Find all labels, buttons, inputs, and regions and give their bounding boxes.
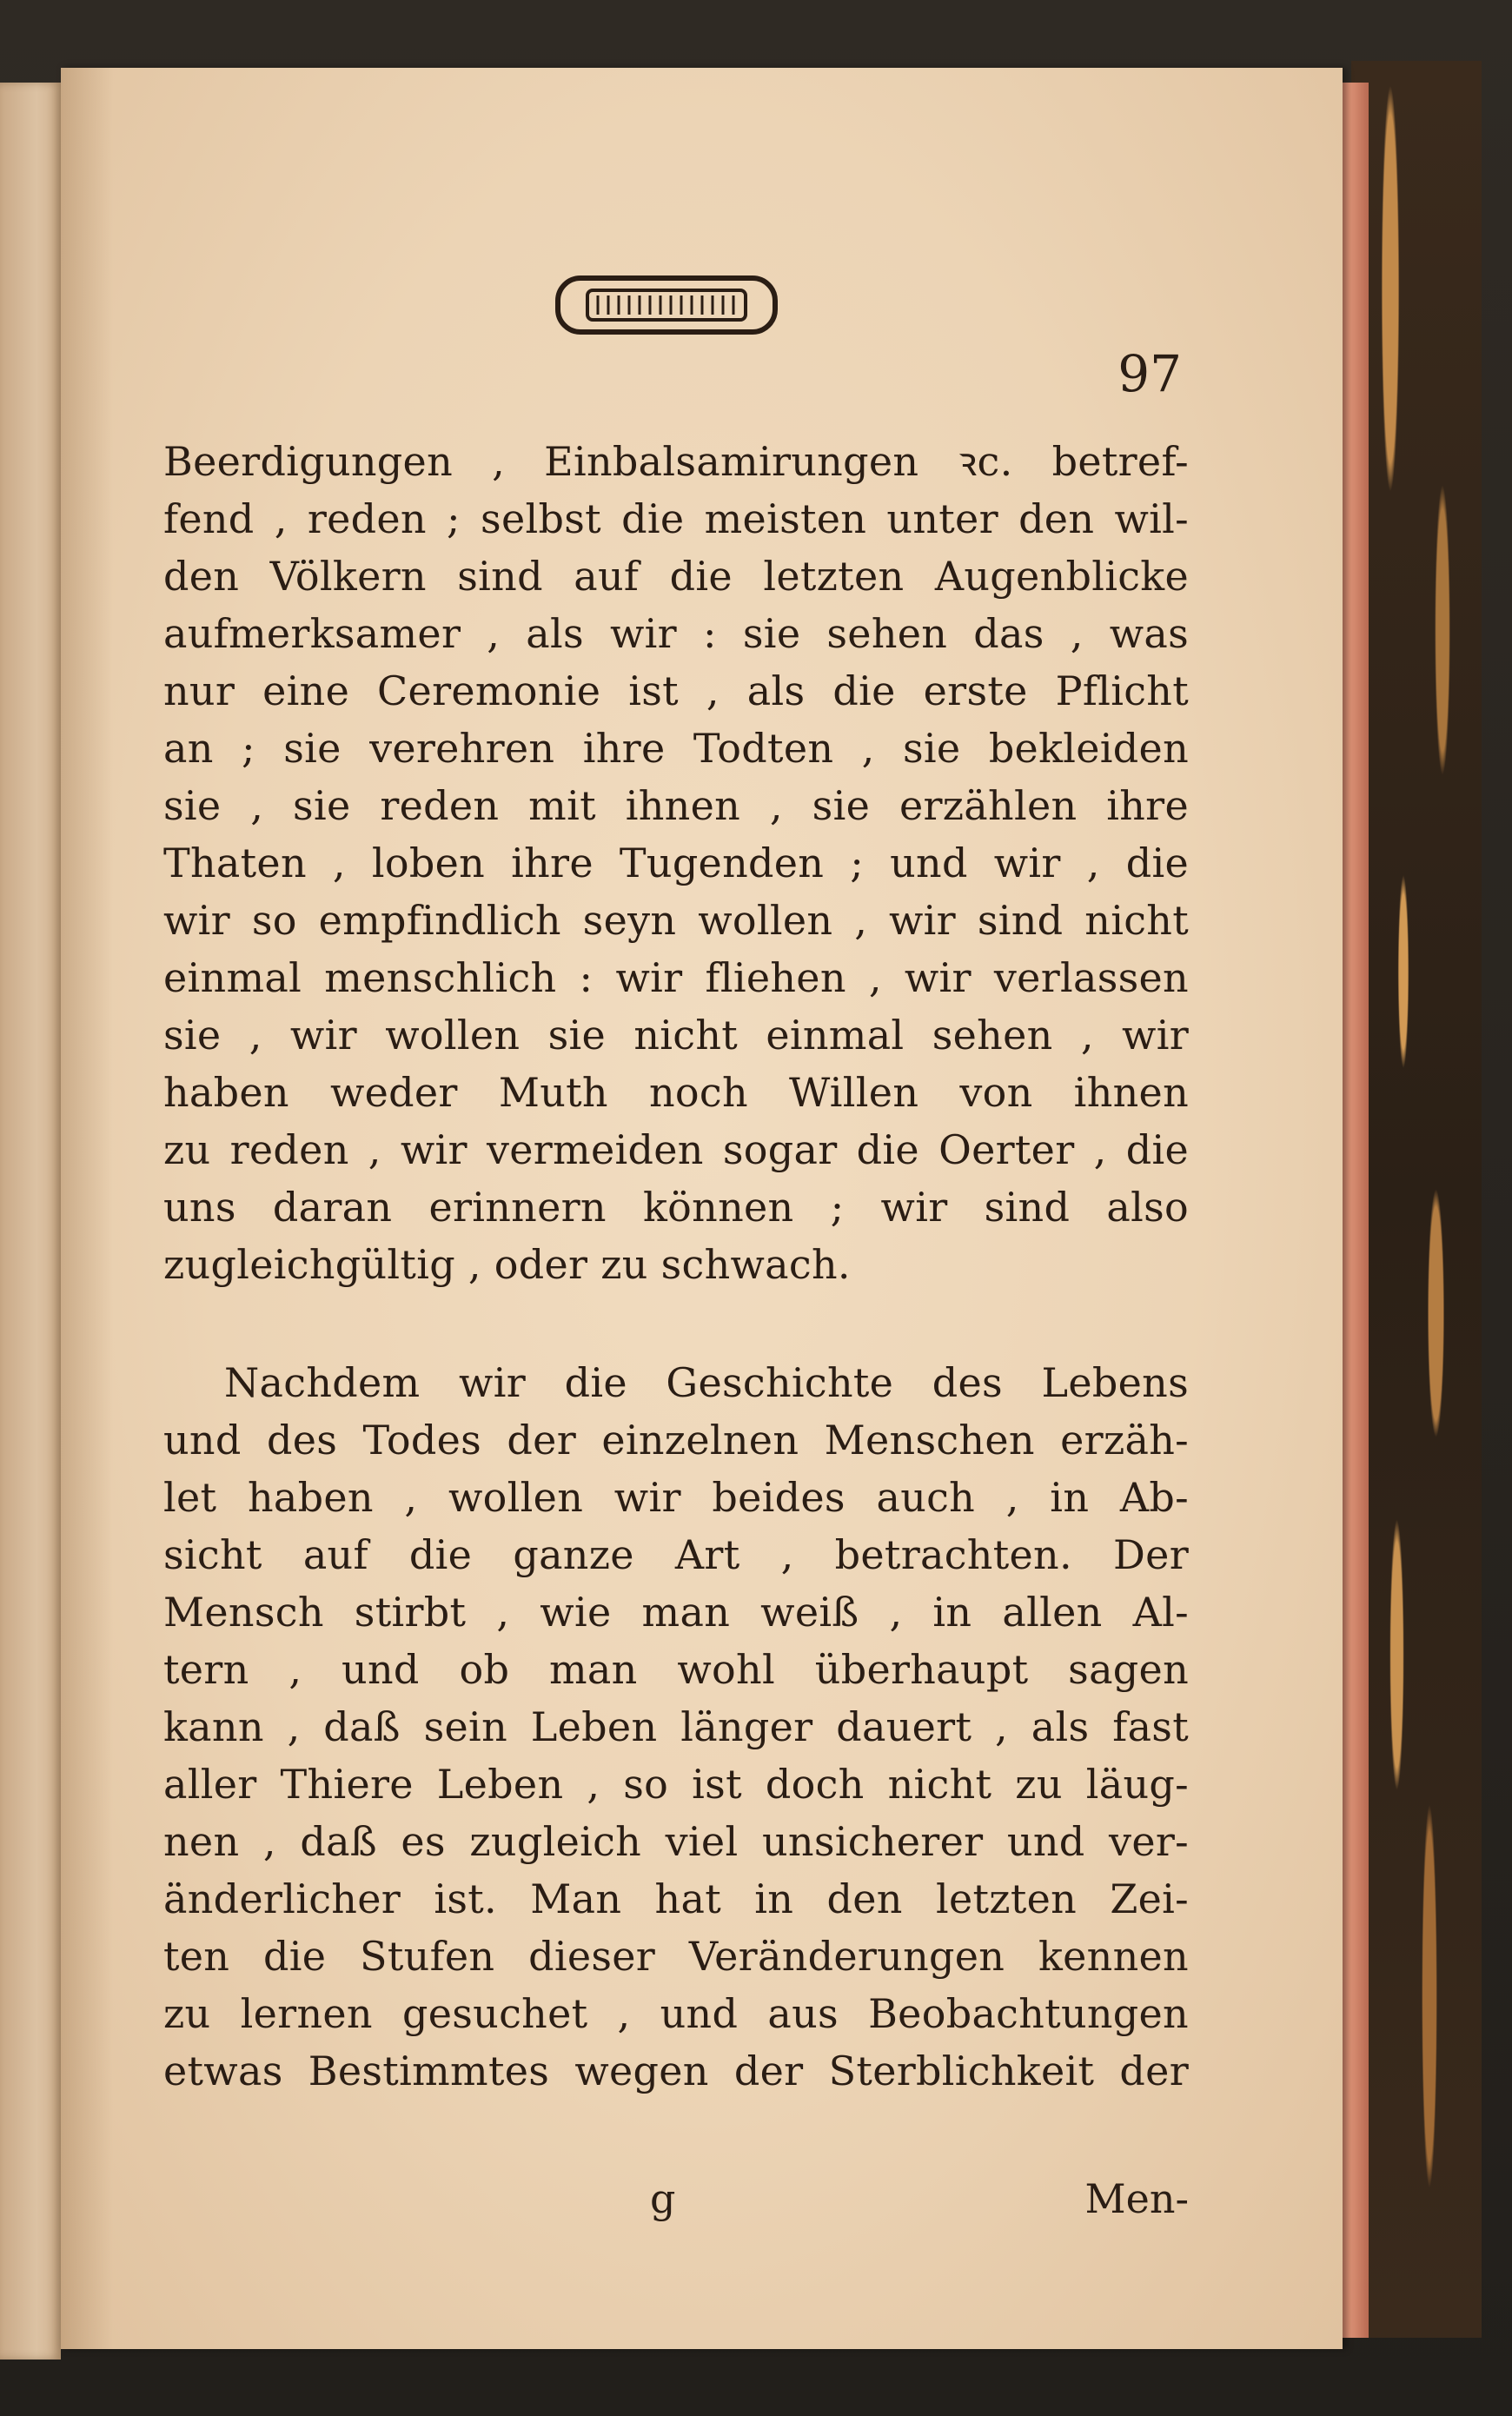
text-line: zu lernen gesuchet , und aus Beobachtungen xyxy=(163,1990,1189,2037)
text-line: aller Thiere Leben , so ist doch nicht zu läug- xyxy=(163,1761,1189,1808)
text-line: Nachdem wir die Geschichte des Lebens xyxy=(224,1359,1189,1406)
text-line: kann , daß sein Leben länger dauert , als fast xyxy=(163,1703,1189,1750)
text-line: ten die Stufen dieser Veränderungen kennen xyxy=(163,1933,1189,1980)
text-line: tern , und ob man wohl überhaupt sagen xyxy=(163,1646,1189,1693)
gutter-shadow xyxy=(61,68,113,2349)
header-ornament-icon xyxy=(553,269,780,341)
text-line: zugleichgültig , oder zu schwach. xyxy=(163,1241,851,1288)
text-line: an ; sie verehren ihre Todten , sie bekleiden xyxy=(163,725,1189,772)
marbled-book-cover xyxy=(1351,61,1482,2338)
text-line: uns daran erinnern können ; wir sind also xyxy=(163,1184,1189,1231)
text-line: den Völkern sind auf die letzten Augenblicke xyxy=(163,553,1189,600)
text-line: und des Todes der einzelnen Menschen erzäh- xyxy=(163,1417,1189,1464)
text-line: etwas Bestimmtes wegen der Sterblichkeit der xyxy=(163,2048,1189,2094)
text-line: wir so empfindlich seyn wollen , wir sind nicht xyxy=(163,897,1189,944)
text-line: änderlicher ist. Man hat in den letzten Zei- xyxy=(163,1875,1189,1922)
catchword: Men- xyxy=(1084,2175,1189,2222)
text-line: sie , sie reden mit ihnen , sie erzählen ihre xyxy=(163,782,1189,829)
text-line: Thaten , loben ihre Tugenden ; und wir , die xyxy=(163,840,1189,886)
text-line: haben weder Muth noch Willen von ihnen xyxy=(163,1069,1189,1116)
signature-mark: g xyxy=(650,2175,676,2222)
text-line: fend , reden ; selbst die meisten unter den wil- xyxy=(163,495,1189,542)
text-line: zu reden , wir vermeiden sogar die Oerter , die xyxy=(163,1126,1189,1173)
text-line: let haben , wollen wir beides auch , in Ab- xyxy=(163,1474,1189,1521)
text-line: einmal menschlich : wir fliehen , wir verlassen xyxy=(163,954,1189,1001)
text-line: nur eine Ceremonie ist , als die erste Pflicht xyxy=(163,667,1189,714)
paragraph-1 xyxy=(163,433,1189,1293)
page-number: 97 xyxy=(1117,344,1182,403)
paragraph-2 xyxy=(163,1354,1189,2100)
text-line: sicht auf die ganze Art , betrachten. Der xyxy=(163,1531,1189,1578)
left-facing-page-edge xyxy=(0,83,61,2360)
text-line: nen , daß es zugleich viel unsicherer und ver- xyxy=(163,1818,1189,1865)
text-line: sie , wir wollen sie nicht einmal sehen , wir xyxy=(163,1012,1189,1059)
text-line: aufmerksamer , als wir : sie sehen das , was xyxy=(163,610,1189,657)
book-page xyxy=(61,68,1343,2349)
text-line: Mensch stirbt , wie man weiß , in allen Al- xyxy=(163,1589,1189,1636)
text-line: Beerdigungen , Einbalsamirungen ꝛc. betref- xyxy=(163,438,1189,485)
